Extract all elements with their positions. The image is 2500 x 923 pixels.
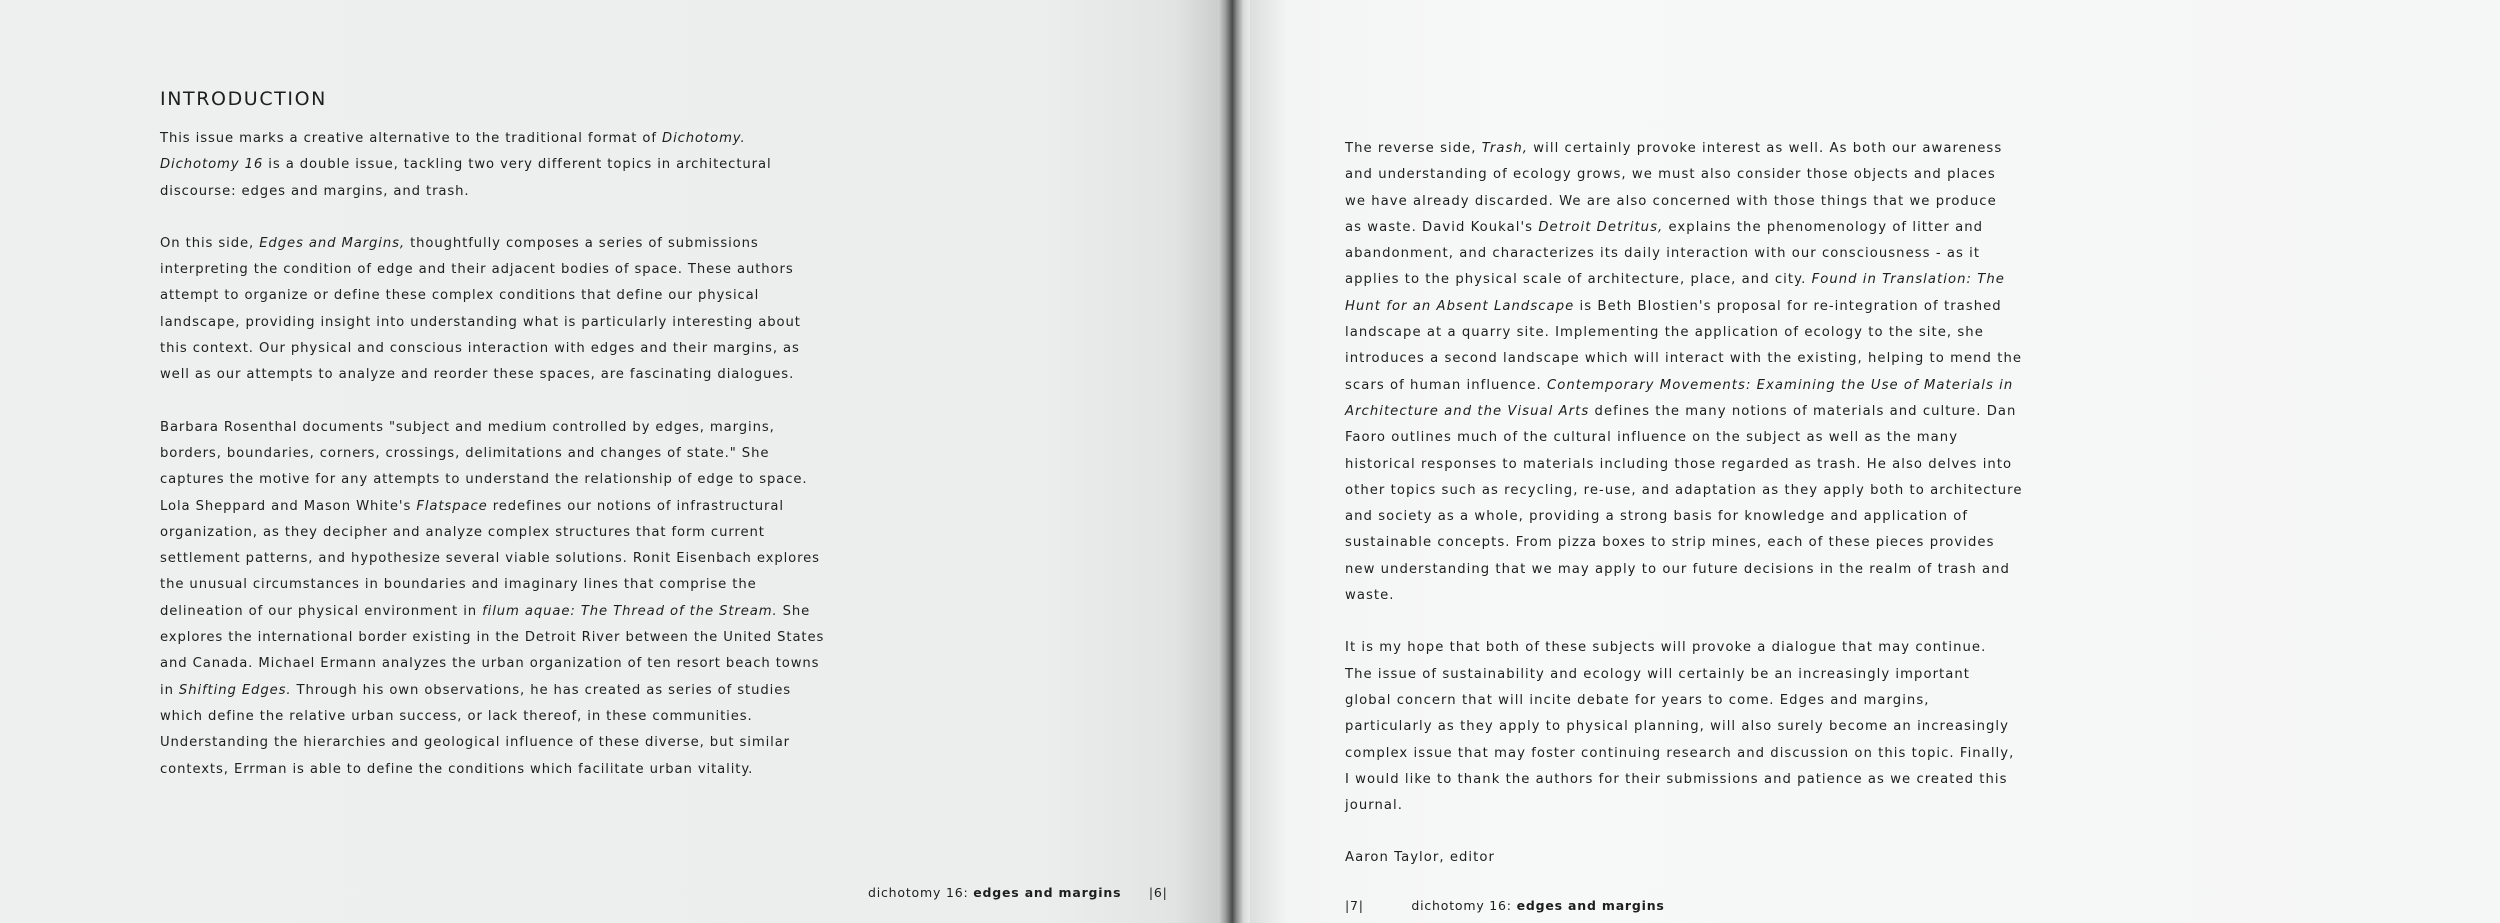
text-line: applies to the physical scale of architecture, place, and city. Found in Translation: The — [1345, 272, 2005, 288]
text-line: this context. Our physical and conscious interaction with edges and their margins, as — [160, 341, 800, 357]
text-line: Dichotomy 16 is a double issue, tackling two very different topics in architectural — [160, 157, 772, 173]
text-line: sustainable concepts. From pizza boxes to strip mines, each of these pieces provides — [1345, 535, 1995, 551]
page-number: |7| — [1345, 898, 1364, 913]
text-line: Architecture and the Visual Arts defines the many notions of materials and culture. Dan — [1345, 403, 2017, 419]
text-line: well as our attempts to analyze and reorder these spaces, are fascinating dialogues. — [160, 367, 795, 383]
text-line: landscape at a quarry site. Implementing the application of ecology to the site, she — [1345, 325, 1984, 341]
text-line: historical responses to materials including those regarded as trash. He also delves into — [1345, 456, 2013, 472]
text-line: On this side, Edges and Margins, thoughtfully composes a series of submissions — [160, 235, 759, 251]
text-line: Lola Sheppard and Mason White's Flatspace redefines our notions of infrastructural — [160, 498, 784, 514]
text-line: and Canada. Michael Ermann analyzes the urban organization of ten resort beach towns — [160, 656, 820, 672]
text-line: new understanding that we may apply to our future decisions in the realm of trash and — [1345, 561, 2010, 577]
text-line: Barbara Rosenthal documents "subject and medium controlled by edges, margins, — [160, 419, 775, 435]
page-number: |6| — [1148, 885, 1168, 900]
signature: Aaron Taylor, editor — [1345, 850, 1495, 866]
footer-journal: dichotomy 16: — [868, 885, 969, 900]
text-line: as waste. David Koukal's Detroit Detritus, explains the phenomenology of litter and — [1345, 219, 1984, 235]
text-line: other topics such as recycling, re-use, and adaptation as they apply both to architecture — [1345, 482, 2023, 498]
text-line: captures the motive for any attempts to understand the relationship of edge to space. — [160, 472, 808, 488]
text-line: global concern that will incite debate for years to come. Edges and margins, — [1345, 692, 1930, 708]
text-line: Understanding the hierarchies and geological influence of these diverse, but similar — [160, 735, 790, 751]
paragraph — [160, 126, 824, 205]
text-line: organization, as they decipher and analyze complex structures that form current — [160, 524, 765, 540]
text-line: This issue marks a creative alternative to the traditional format of Dichotomy. — [160, 131, 746, 146]
text-line: The issue of sustainability and ecology will certainly be an increasingly important — [1345, 666, 1971, 682]
text-line: and society as a whole, providing a strong basis for knowledge and application of — [1345, 509, 1969, 525]
paragraph — [160, 415, 824, 783]
text-line: and understanding of ecology grows, we must also consider those objects and places — [1345, 167, 1996, 183]
text-line: The reverse side, Trash, will certainly provoke interest as well. As both our awareness — [1345, 141, 2003, 156]
text-line: scars of human influence. Contemporary Movements: Examining the Use of Materials in — [1345, 377, 2014, 393]
text-line: Faoro outlines much of the cultural influence on the subject as well as the many — [1345, 430, 1959, 446]
text-line: journal. — [1345, 798, 1403, 814]
text-line: the unusual circumstances in boundaries and imaginary lines that comprise the — [160, 577, 757, 593]
paragraph — [1345, 136, 2023, 609]
page-heading: INTRODUCTION — [160, 88, 327, 110]
text-line: Hunt for an Absent Landscape is Beth Blostien's proposal for re-integration of trashed — [1345, 298, 2002, 314]
text-line: complex issue that may foster continuing research and discussion on this topic. Finally, — [1345, 745, 2015, 761]
text-line: explores the international border existing in the Detroit River between the United States — [160, 630, 825, 646]
page-footer — [868, 885, 1168, 900]
text-line: waste. — [1345, 588, 1395, 604]
text-line: interpreting the condition of edge and their adjacent bodies of space. These authors — [160, 262, 794, 278]
text-line: attempt to organize or define these complex conditions that define our physical — [160, 288, 760, 304]
footer-title: edges and margins — [1516, 898, 1665, 913]
text-line: we have already discarded. We are also concerned with those things that we produce — [1345, 193, 1997, 209]
book-gutter — [1218, 0, 1252, 923]
text-line: particularly as they apply to physical planning, will also surely become an increasingly — [1345, 719, 2010, 735]
text-line: borders, boundaries, corners, crossings, delimitations and changes of state." She — [160, 445, 770, 461]
text-line: It is my hope that both of these subjects will provoke a dialogue that may continue. — [1345, 640, 1987, 656]
text-line: in Shifting Edges. Through his own observations, he has created as series of studies — [160, 682, 791, 698]
footer-journal: dichotomy 16: — [1411, 898, 1512, 913]
text-line: delineation of our physical environment in filum aquae: The Thread of the Stream. She — [160, 603, 811, 619]
text-line: I would like to thank the authors for their submissions and patience as we created this — [1345, 771, 2008, 787]
paragraph — [1345, 635, 2023, 819]
text-line: abandonment, and characterizes its daily interaction with our consciousness - as it — [1345, 246, 1981, 262]
text-line: introduces a second landscape which will interact with the existing, helping to mend the — [1345, 351, 2023, 367]
text-line: which define the relative urban success, or lack thereof, in these communities. — [160, 708, 753, 724]
paragraph — [160, 231, 824, 389]
left-body-text — [160, 126, 824, 783]
left-page — [0, 0, 1224, 923]
text-line: landscape, providing insight into understanding what is particularly interesting about — [160, 314, 801, 330]
text-line: settlement patterns, and hypothesize several viable solutions. Ronit Eisenbach explores — [160, 551, 820, 567]
text-line: contexts, Errman is able to define the conditions which facilitate urban vitality. — [160, 761, 754, 777]
text-line: discourse: edges and margins, and trash. — [160, 183, 470, 199]
footer-title: edges and margins — [973, 885, 1122, 900]
page-footer — [1345, 898, 1665, 913]
right-body-text — [1345, 136, 2023, 872]
